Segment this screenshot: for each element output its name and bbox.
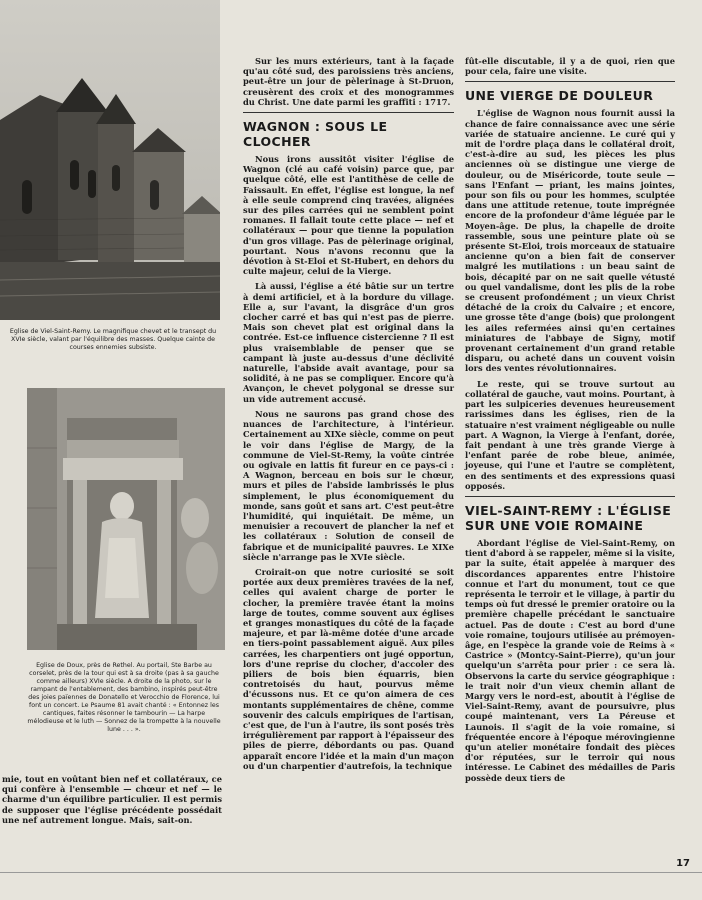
section-divider xyxy=(465,81,675,82)
bottom-rule xyxy=(0,872,702,873)
photo2-caption: Eglise de Doux, près de Rethel. Au portail, Ste Barbe au corselet, près de la tour qui est à sa droite (pas à sa gauche comme ailleurs) XVIe siècle. A droite de la photo, sur le rampant de l'entablement, des bambino, inspirés peut-être des joies païennes de Donatello et Verocchio de Florence, lui font un concert. Le Psaume 81 avait chanté : « Entonnez les cantiques, faites résonner le tambourin — La harpe mélodieuse et le luth — Sonnez de la trompette à la nouvelle lune . . . ». xyxy=(27,662,221,733)
col1-paragraph-1: mie, tout en voûtant bien nef et collatéraux, ce qui confère à l'ensemble — chœur et nef — le charme d'un équilibre particulier. Il est permis de supposer que l'église précédente possédait une nef autrement longue. Mais, sait-on. xyxy=(2,774,222,825)
column-3 xyxy=(465,56,675,783)
col2-paragraph-2: Là aussi, l'église a été bâtie sur un tertre à demi artificiel, et à la bordure du village. Elle a, sur l'avant, la disgrâce d'un gros clocher carré et bas qui n'est pas de pierre. Mais son chevet plat est original dans la contrée. Est-ce influence cistercienne ? Il est plus vraisemblable de penser que se campant là juste au-dessus d'une déclivité naturelle, l'abside avait avantage, pour sa solidité, à ne pas se compliquer. Encore qu'à Avançon, le chevet polygonal se dresse sur un vide autrement accusé. xyxy=(243,281,454,404)
portal-statue-photo xyxy=(27,388,225,650)
col2-paragraph-3: Nous ne saurons pas grand chose des nuances de l'architecture, à l'intérieur. Certainement au XIXe siècle, comme on peut le voir dans l'église de Margy, de la commune de Viel-St-Remy, la voûte cintrée ou ogivale en lattis fit fureur en ce pays-ci : A Wagnon, berceau en bois sur le chœur, murs et piles de l'abside lambrissés le plus simplement, le plus économiquement du monde, sans goût et sans art. C'est peut-être l'humidité, qui inquiétait. De même, un menuisier a recouvert de plancher la nef et les collatéraux : Solution de conseil de fabrique et de municipalité pauvres. Le XIXe siècle n'arrange pas le XVIe siècle. xyxy=(243,408,454,562)
col2-paragraph-4: Croirait-on que notre curiosité se soit portée aux deux premières travées de la nef, celles qui avaient charge de porter le clocher, la première travée étant la moins large de toutes, comme souvent aux églises et granges monastiques du côté de la façade majeure, et par là-même dotée d'une arcade en tiers-point passablement aiguë. Aux piles carrées, les charpentiers ont jugé opportun, lors d'une reprise du clocher, d'accoler des piliers de bois bien équarris, bien contretoisés du haut, pourvus même d'écussons nus. Et ce qu'on aimera de ces montants supplémentaires de chêne, comme souvenir des calculs empiriques de l'artisan, c'est que, de l'un à l'autre, ils sont posés très irrégulièrement par rapport à l'épaisseur des piles de pierre, débordants ou pas. Quand apparaît encore l'idée et la main d'un maçon ou d'un charpentier d'autrefois, la technique xyxy=(243,566,454,771)
column-2 xyxy=(243,56,454,771)
heading-viel-saint-remy: VIEL-SAINT-REMY : L'ÉGLISE SUR UNE VOIE ROMAINE xyxy=(465,502,672,533)
column-1 xyxy=(2,774,222,825)
portal-statue-illustration xyxy=(27,388,225,650)
col3-paragraph-3: Abordant l'église de Viel-Saint-Remy, on tient d'abord à se rappeler, même si la visite, par la suite, était appelée à marquer des discordances apparentes entre l'histoire connue et l'art du monument, tout ce que représenta le terroir et le village, à partir du temps où fut dressé le premier oratoire ou la première chapelle précédant le sanctuaire actuel. Pas de doute : C'est au bord d'une voie romaine, toujours utilisée au prémoyen-âge, en l'espèce la grande voie de Reims à « Castrice » (Montcy-Saint-Pierre), qu'un jour quelqu'un s'arrêta pour prier : ce sera là. Observons la carte du service géographique : le trait noir d'un vieux chemin allant de Margy vers le nord-est, aboutit à l'église de Viel-Saint-Remy, avant de poursuivre, plus coupé maintenant, vers La Péreuse et Launois. Il s'agit de la voie romaine, si fréquentée encore à l'époque mérovingienne qu'un atelier monétaire fondait des pièces d'or réputées, sur le terroir qui nous intéresse. Le Cabinet des médailles de Paris possède deux tiers de xyxy=(465,537,675,783)
church-exterior-illustration xyxy=(0,0,220,320)
col2-paragraph-0: Sur les murs extérieurs, tant à la façade qu'au côté sud, des paroissiens très anciens, peut-être un jour de pèlerinage à St-Druon, creusèrent des croix et des monogrammes du Christ. Une date parmi les graffiti : 1717. xyxy=(243,56,454,107)
col3-paragraph-1: L'église de Wagnon nous fournit aussi la chance de faire connaissance avec une série variée de statuaire ancienne. Le curé qui y mit de l'ordre plaça dans le collatéral droit, c'est-à-dire au sud, les pièces les plus anciennes où se distingue une vierge de douleur, ou de Miséricorde, toute seule — sans l'Enfant — priant, les mains jointes, pour son fils ou pour les hommes, sculptée dans une attitude retenue, toute imprégnée encore de la profondeur d'âme léguée par le Moyen-âge. De plus, la chapelle de droite rassemble, sous une peinture plate où se présente St-Eloi, trois morceaux de statuaire ancienne qu'on a bien fait de conserver malgré les mutilations : un beau saint de bois, décapité par on ne sait quelle vétusté ou quel vandalisme, dont les plis de la robe se creusent profondément ; un vieux Christ détaché de la croix du Calvaire ; et encore, une grosse tête d'ange (bois) que prolongent les ailes refermées ainsi qu'en certaines miniatures de l'abbaye de Signy, motif provenant certainement d'un grand retable disparu, ou acheté dans un couvent voisin lors des ventes révolutionnaires. xyxy=(465,108,675,374)
church-exterior-photo xyxy=(0,0,220,320)
photo1-caption: Eglise de Viel-Saint-Remy. Le magnifique chevet et le transept du XVIe siècle, valant par l'équilibre des masses. Quelque cainte de courses ennemies subsiste. xyxy=(9,328,217,351)
heading-vierge-de-douleur: UNE VIERGE DE DOULEUR xyxy=(465,88,654,104)
section-divider xyxy=(465,496,675,497)
heading-wagnon: WAGNON : SOUS LE CLOCHER xyxy=(243,119,388,150)
col3-paragraph-0: fût-elle discutable, il y a de quoi, rien que pour cela, faire une visite. xyxy=(465,56,675,77)
col3-paragraph-2: Le reste, qui se trouve surtout au collatéral de gauche, vaut moins. Pourtant, à part les sulpiceries devenues heureusement rarissimes dans les églises, rien de la statuaire n'est vraiment négligeable ou nulle part. A Wagnon, la Vierge à l'enfant, dorée, fait pendant à une très grande Vierge à l'enfant parée de robe bleue, animée, joyeuse, qui l'une et l'autre se complètent, en des sentiments et des expressions quasi opposés. xyxy=(465,378,675,491)
col2-paragraph-1: Nous irons aussitôt visiter l'église de Wagnon (clé au café voisin) parce que, par quelque côté, elle est l'antithèse de celle de Faissault. En effet, l'église est longue, la nef à elle seule comprend cinq travées, alignées sur des piles carrées qui ne semblent point romanes. Il fallait toute cette place — nef et collatéraux — pour que tienne la population d'un gros village. Pas de pèlerinage original, pourtant. Nous n'avons reconnu que la dévotion à St-Eloi et St-Hubert, en dehors du culte majeur, celui de la Vierge. xyxy=(243,154,454,277)
page-number: 17 xyxy=(676,858,690,869)
section-divider xyxy=(243,112,454,113)
